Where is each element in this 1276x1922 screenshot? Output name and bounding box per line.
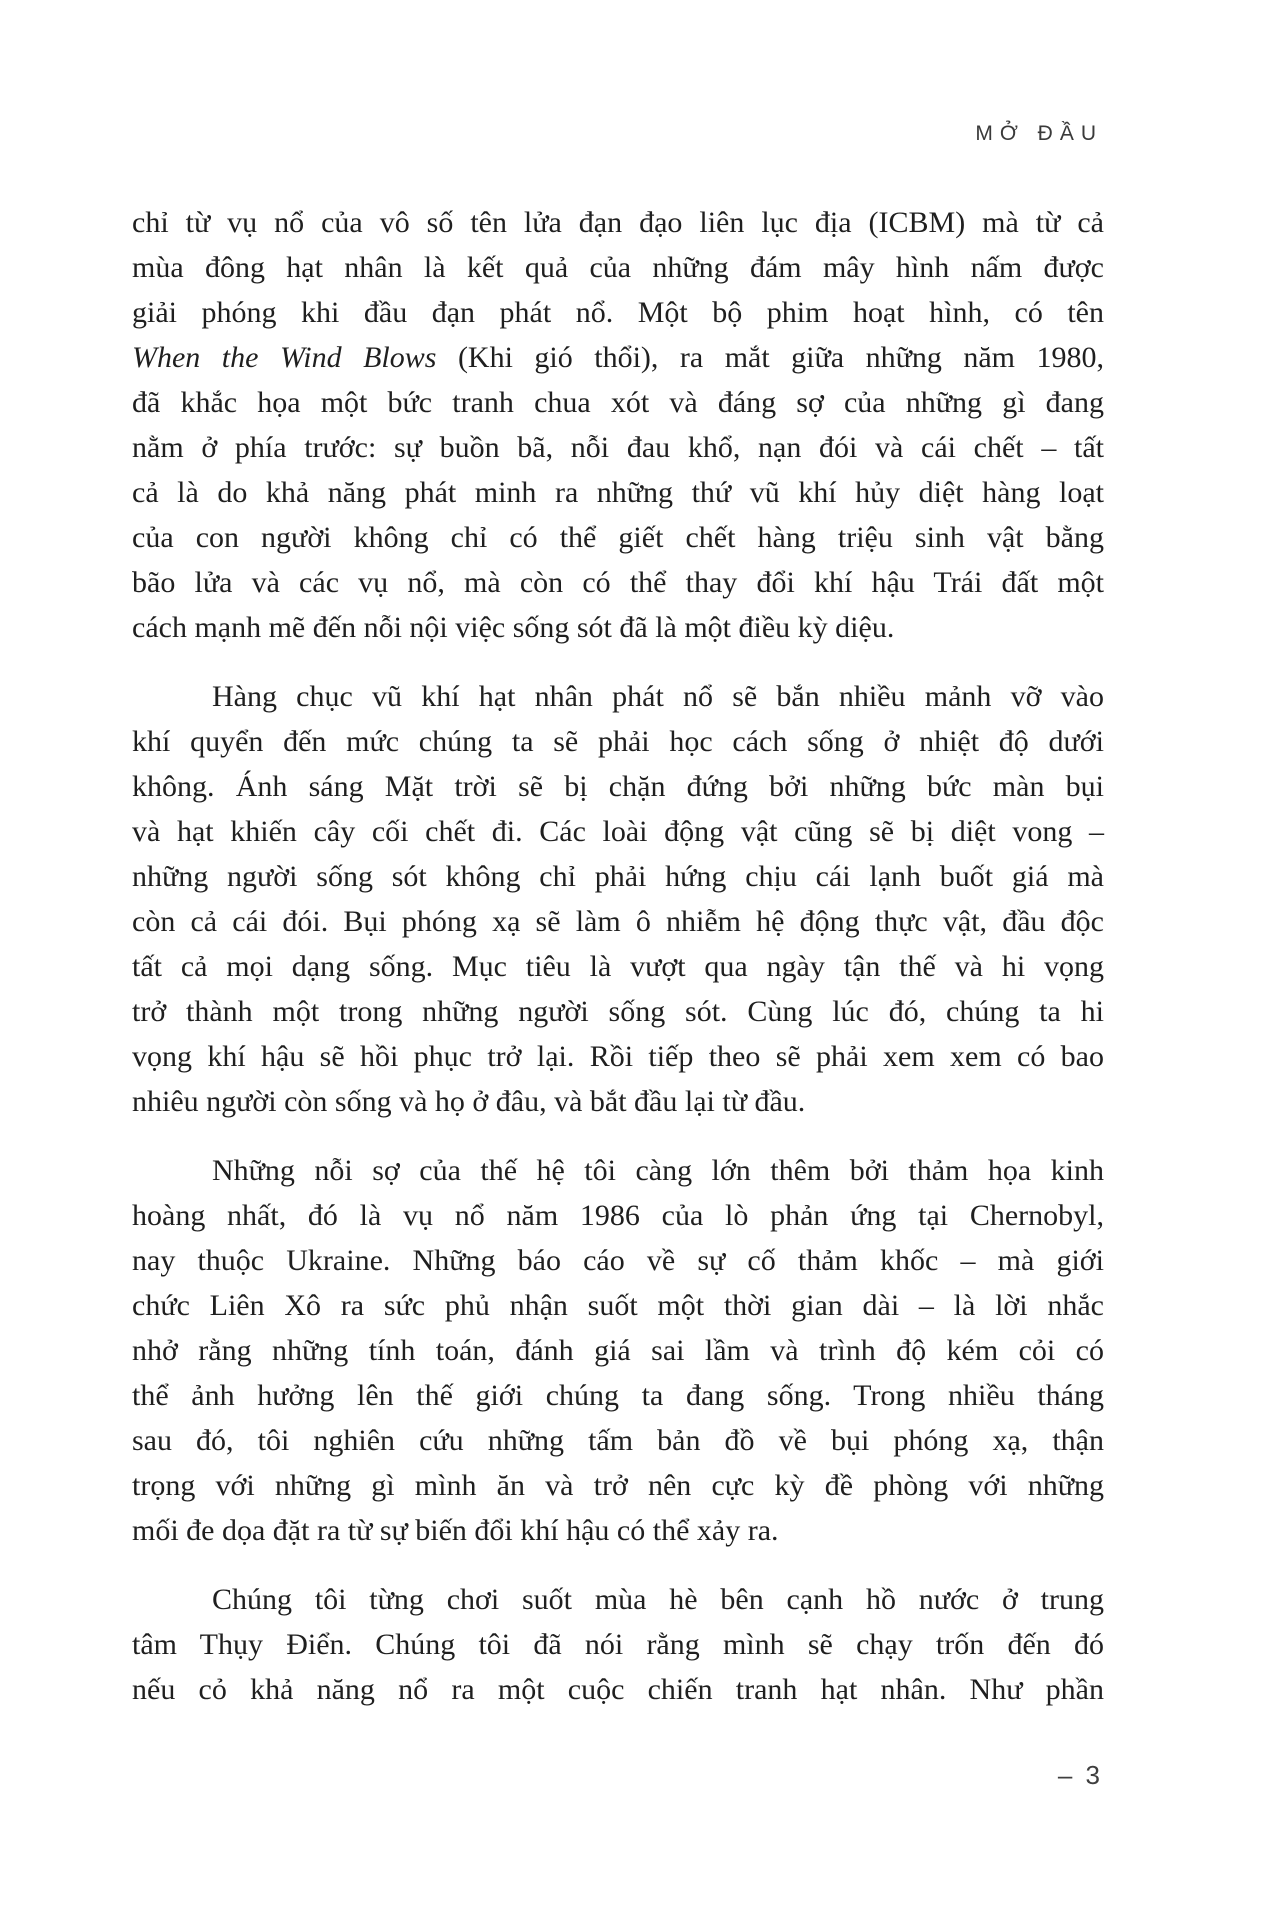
text-line: [132, 809, 1104, 854]
text-line: [132, 674, 1104, 719]
text-segment: nếu cỏ khả năng nổ ra một cuộc chiến tranh hạt nhân. Như phần: [132, 1673, 1104, 1706]
text-line: [132, 1508, 1104, 1553]
running-header: MỞ ĐẦU: [975, 122, 1103, 145]
text-segment: những người sống sót không chỉ phải hứng chịu cái lạnh buốt giá mà: [132, 860, 1104, 893]
text-segment: bão lửa và các vụ nổ, mà còn có thể thay đổi khí hậu Trái đất một: [132, 566, 1104, 599]
text-segment: nhở rằng những tính toán, đánh giá sai lầm và trình độ kém cỏi có: [132, 1334, 1104, 1367]
text-segment: tâm Thụy Điển. Chúng tôi đã nói rằng mình sẽ chạy trốn đến đó: [132, 1628, 1104, 1661]
text-segment: của con người không chỉ có thể giết chết hàng triệu sinh vật bằng: [132, 521, 1104, 554]
text-segment: (Khi gió thổi), ra mắt giữa những năm 1980,: [436, 341, 1104, 374]
text-segment: vọng khí hậu sẽ hồi phục trở lại. Rồi tiếp theo sẽ phải xem xem có bao: [132, 1040, 1104, 1073]
text-line: [132, 1622, 1104, 1667]
text-line: [132, 719, 1104, 764]
text-line: [132, 1463, 1104, 1508]
text-line: [132, 1238, 1104, 1283]
text-line: [132, 854, 1104, 899]
text-segment: sau đó, tôi nghiên cứu những tấm bản đồ về bụi phóng xạ, thận: [132, 1424, 1104, 1457]
text-segment: nằm ở phía trước: sự buồn bã, nỗi đau khổ, nạn đói và cái chết – tất: [132, 431, 1104, 464]
text-line: [132, 1373, 1104, 1418]
text-segment: mùa đông hạt nhân là kết quả của những đám mây hình nấm được: [132, 251, 1104, 284]
text-line: [132, 515, 1104, 560]
text-line: [132, 1193, 1104, 1238]
text-segment: Chúng tôi từng chơi suốt mùa hè bên cạnh hồ nước ở trung: [212, 1583, 1104, 1616]
text-line: [132, 764, 1104, 809]
text-segment: hoàng nhất, đó là vụ nổ năm 1986 của lò phản ứng tại Chernobyl,: [132, 1199, 1104, 1232]
text-line: [132, 380, 1104, 425]
text-segment: giải phóng khi đầu đạn phát nổ. Một bộ phim hoạt hình, có tên: [132, 296, 1104, 329]
text-line: [132, 1034, 1104, 1079]
text-segment: còn cả cái đói. Bụi phóng xạ sẽ làm ô nhiễm hệ động thực vật, đầu độc: [132, 905, 1104, 938]
text-line: [132, 470, 1104, 515]
text-line: [132, 899, 1104, 944]
text-segment: trọng với những gì mình ăn và trở nên cực kỳ đề phòng với những: [132, 1469, 1104, 1502]
text-line: [132, 1418, 1104, 1463]
text-segment: cách mạnh mẽ đến nỗi nội việc sống sót đã là một điều kỳ diệu.: [132, 611, 895, 644]
text-segment: nay thuộc Ukraine. Những báo cáo về sự cố thảm khốc – mà giới: [132, 1244, 1104, 1277]
text-segment: cả là do khả năng phát minh ra những thứ vũ khí hủy diệt hàng loạt: [132, 476, 1104, 509]
text-segment: trở thành một trong những người sống sót. Cùng lúc đó, chúng ta hi: [132, 995, 1104, 1028]
paragraph: [132, 674, 1104, 1124]
text-line: [132, 605, 1104, 650]
text-segment: tất cả mọi dạng sống. Mục tiêu là vượt qua ngày tận thế và hi vọng: [132, 950, 1104, 983]
text-line: [132, 335, 1104, 380]
paragraph: [132, 1577, 1104, 1712]
paragraph: [132, 200, 1104, 650]
text-line: [132, 1148, 1104, 1193]
italic-text-segment: When the Wind Blows: [132, 341, 437, 374]
text-segment: đã khắc họa một bức tranh chua xót và đáng sợ của những gì đang: [132, 386, 1104, 419]
text-line: [132, 425, 1104, 470]
text-line: [132, 1079, 1104, 1124]
text-segment: không. Ánh sáng Mặt trời sẽ bị chặn đứng bởi những bức màn bụi: [132, 770, 1104, 803]
text-line: [132, 1577, 1104, 1622]
text-line: [132, 1283, 1104, 1328]
text-segment: mối đe dọa đặt ra từ sự biến đổi khí hậu có thể xảy ra.: [132, 1514, 779, 1547]
text-line: [132, 989, 1104, 1034]
text-segment: thể ảnh hưởng lên thế giới chúng ta đang sống. Trong nhiều tháng: [132, 1379, 1104, 1412]
text-line: [132, 1667, 1104, 1712]
text-line: [132, 290, 1104, 335]
text-line: [132, 200, 1104, 245]
text-line: [132, 1328, 1104, 1373]
text-segment: và hạt khiến cây cối chết đi. Các loài động vật cũng sẽ bị diệt vong –: [132, 815, 1104, 848]
text-line: [132, 245, 1104, 290]
body-text: [132, 200, 1104, 1736]
text-segment: Hàng chục vũ khí hạt nhân phát nổ sẽ bắn nhiều mảnh vỡ vào: [212, 680, 1104, 713]
text-line: [132, 944, 1104, 989]
text-segment: khí quyển đến mức chúng ta sẽ phải học cách sống ở nhiệt độ dưới: [132, 725, 1104, 758]
text-segment: chức Liên Xô ra sức phủ nhận suốt một thời gian dài – là lời nhắc: [132, 1289, 1104, 1322]
paragraph: [132, 1148, 1104, 1553]
text-segment: Những nỗi sợ của thế hệ tôi càng lớn thêm bởi thảm họa kinh: [212, 1154, 1104, 1187]
text-segment: nhiêu người còn sống và họ ở đâu, và bắt đầu lại từ đầu.: [132, 1085, 806, 1118]
text-line: [132, 560, 1104, 605]
text-segment: chỉ từ vụ nổ của vô số tên lửa đạn đạo liên lục địa (ICBM) mà từ cả: [132, 206, 1104, 239]
page-number: – 3: [1057, 1760, 1103, 1790]
